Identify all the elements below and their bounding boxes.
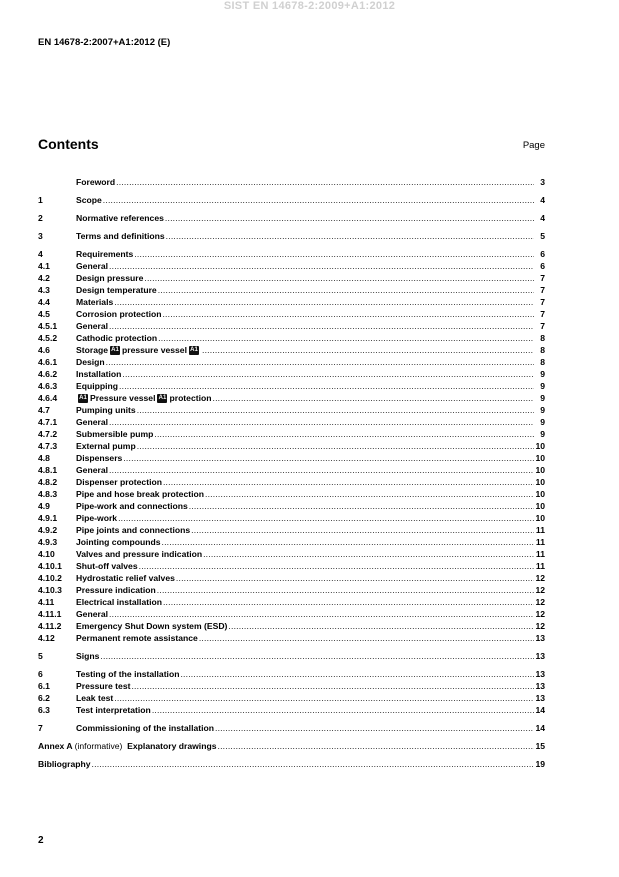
- toc-entry[interactable]: 4.11.1 General ..... 12: [38, 608, 545, 620]
- toc-entry[interactable]: 6.2 Leak test ..... 13: [38, 692, 545, 704]
- toc-entry[interactable]: 4.5.2 Cathodic protection ..... 8: [38, 332, 545, 344]
- toc-entry[interactable]: 4.6.2 Installation ..... 9: [38, 368, 545, 380]
- toc-entry[interactable]: 4.8 Dispensers ..... 10: [38, 452, 545, 464]
- toc-entry[interactable]: 4.8.3 Pipe and hose break protection ..... 10: [38, 488, 545, 500]
- toc-entry[interactable]: 4.8.1 General ..... 10: [38, 464, 545, 476]
- toc-entry[interactable]: 6.3 Test interpretation ..... 14: [38, 704, 545, 716]
- toc-entry[interactable]: 1 Scope ..... 4: [38, 194, 545, 206]
- toc-entry[interactable]: 4.10.3 Pressure indication ..... 12: [38, 584, 545, 596]
- toc-entry[interactable]: 4.9 Pipe-work and connections ..... 10: [38, 500, 545, 512]
- page-number: 2: [38, 835, 44, 846]
- amendment-a1-start-icon: A1: [111, 347, 119, 354]
- watermark: SIST EN 14678-2:2009+A1:2012: [223, 0, 396, 12]
- toc-entry[interactable]: 4 Requirements ..... 6: [38, 248, 545, 260]
- toc-entry[interactable]: 3 Terms and definitions ..... 5: [38, 230, 545, 242]
- toc-entry[interactable]: 6 Testing of the installation ..... 13: [38, 668, 545, 680]
- table-of-contents: [38, 176, 545, 770]
- toc-entry[interactable]: 4.10 Valves and pressure indication ..... 11: [38, 548, 545, 560]
- page-column-label: Page: [522, 140, 545, 151]
- toc-entry[interactable]: 4.5.1 General ..... 7: [38, 320, 545, 332]
- toc-entry[interactable]: 4.9.1 Pipe-work ..... 10: [38, 512, 545, 524]
- toc-entry[interactable]: 4.6 Storage A1 pressure vessel A1 ..... 8: [38, 344, 545, 356]
- toc-entry[interactable]: 4.6.3 Equipping ..... 9: [38, 380, 545, 392]
- toc-entry[interactable]: 4.3 Design temperature ..... 7: [38, 284, 545, 296]
- toc-entry[interactable]: 4.12 Permanent remote assistance ..... 13: [38, 632, 545, 644]
- amendment-a1-end-icon: A1: [158, 395, 167, 402]
- document-id: EN 14678-2:2007+A1:2012 (E): [38, 37, 171, 48]
- toc-entry[interactable]: 4.7.2 Submersible pump ..... 9: [38, 428, 545, 440]
- toc-entry[interactable]: 5 Signs ..... 13: [38, 650, 545, 662]
- toc-entry[interactable]: 6.1 Pressure test ..... 13: [38, 680, 545, 692]
- amendment-a1-start-icon: A1: [79, 395, 87, 402]
- toc-entry[interactable]: Annex A (informative) Explanatory drawings ..... 15: [38, 740, 545, 752]
- toc-entry[interactable]: 4.6.1 Design ..... 8: [38, 356, 545, 368]
- toc-entry[interactable]: 4.7.1 General ..... 9: [38, 416, 545, 428]
- contents-title: Contents: [38, 136, 99, 152]
- toc-entry[interactable]: 2 Normative references ..... 4: [38, 212, 545, 224]
- toc-entry[interactable]: 4.5 Corrosion protection ..... 7: [38, 308, 545, 320]
- toc-entry[interactable]: 7 Commissioning of the installation ..... 14: [38, 722, 545, 734]
- toc-entry[interactable]: 4.6.4 A1 Pressure vessel A1 protection ..... 9: [38, 392, 545, 404]
- amendment-a1-end-icon: A1: [190, 347, 198, 354]
- toc-entry[interactable]: 4.8.2 Dispenser protection ..... 10: [38, 476, 545, 488]
- toc-entry[interactable]: Bibliography ..... 19: [38, 758, 545, 770]
- toc-entry[interactable]: 4.4 Materials ..... 7: [38, 296, 545, 308]
- toc-entry[interactable]: 4.7 Pumping units ..... 9: [38, 404, 545, 416]
- toc-entry[interactable]: 4.11 Electrical installation ..... 12: [38, 596, 545, 608]
- toc-entry[interactable]: 4.1 General ..... 6: [38, 260, 545, 272]
- toc-entry[interactable]: 4.10.2 Hydrostatic relief valves ..... 12: [38, 572, 545, 584]
- toc-entry[interactable]: 4.9.3 Jointing compounds ..... 11: [38, 536, 545, 548]
- toc-entry[interactable]: 4.10.1 Shut-off valves ..... 11: [38, 560, 545, 572]
- toc-entry[interactable]: 4.11.2 Emergency Shut Down system (ESD) ..... 12: [38, 620, 545, 632]
- toc-entry[interactable]: 4.9.2 Pipe joints and connections ..... 11: [38, 524, 545, 536]
- toc-entry[interactable]: Foreword ..... 3: [38, 176, 545, 188]
- toc-entry[interactable]: 4.7.3 External pump ..... 10: [38, 440, 545, 452]
- toc-entry[interactable]: 4.2 Design pressure ..... 7: [38, 272, 545, 284]
